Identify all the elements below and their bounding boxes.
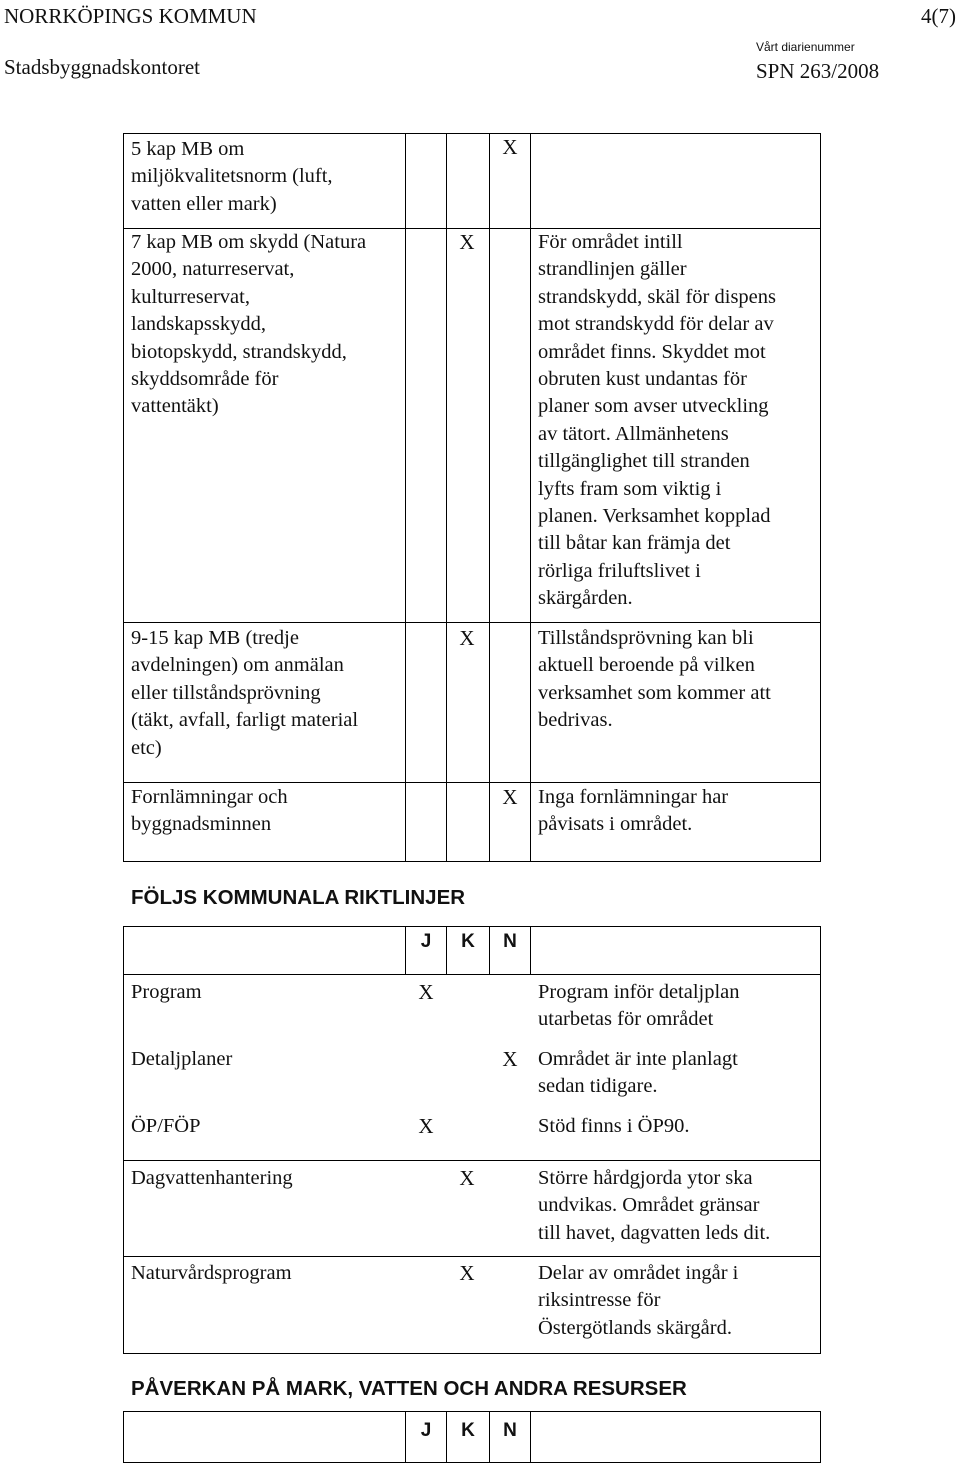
table-row-label: Program: [131, 981, 202, 1003]
table-divider: [446, 1411, 447, 1463]
table-divider: [123, 974, 821, 975]
table-row-comment: Området är inte planlagt sedan tidigare.: [538, 1048, 738, 1098]
checkbox-mark: X: [502, 135, 518, 159]
checkbox-mark: X: [502, 785, 518, 809]
table-divider: [530, 926, 531, 974]
checkbox-mark: X: [418, 1114, 434, 1138]
table-row-comment: För området intill strandlinjen gäller strandskydd, skäl för dispens mot strandskydd för delar av området finns. Skyddet mot obruten kust undantas för planer som avser utveckling av tätort. Allmänhetens tillgänglighet till stranden lyfts fram som viktig i planen. Verksamhet kopplad till båtar kan främja det rörliga friluftslivet i skärgården.: [538, 231, 777, 610]
table-divider: [489, 133, 490, 862]
table-row-label: ÖP/FÖP: [131, 1115, 201, 1137]
column-header-k: K: [461, 1420, 475, 1441]
table-row-label: 9-15 kap MB (tredje avdelningen) om anmälan eller tillståndsprövning (täkt, avfall, farligt material etc): [131, 627, 359, 759]
checkbox-mark: X: [502, 1047, 518, 1071]
section-heading: FÖLJS KOMMUNALA RIKTLINJER: [131, 886, 466, 909]
reference-number: SPN 263/2008: [756, 59, 880, 83]
table-divider: [446, 926, 447, 974]
column-header-n: N: [503, 1420, 517, 1441]
table-row-label: 7 kap MB om skydd (Natura 2000, naturreservat, kulturreservat, landskapsskydd, biotopskydd, strandskydd, skyddsområde för vattentäkt): [131, 231, 367, 418]
checkbox-mark: X: [459, 1166, 475, 1190]
checkbox-mark: X: [459, 230, 475, 254]
table-divider: [123, 782, 821, 783]
table-row-comment: Stöd finns i ÖP90.: [538, 1115, 690, 1137]
table-divider: [123, 622, 821, 623]
office-name: Stadsbyggnadskontoret: [4, 55, 200, 79]
column-header-n: N: [503, 931, 517, 952]
table-divider: [530, 133, 531, 862]
page-number: 4(7): [921, 4, 956, 28]
table-row-comment: Tillståndsprövning kan bli aktuell beroende på vilken verksamhet som kommer att bedrivas.: [538, 627, 771, 732]
column-header-j: J: [420, 1420, 432, 1441]
table-row-label: Naturvårdsprogram: [131, 1262, 292, 1284]
checkbox-mark: X: [459, 626, 475, 650]
column-header-k: K: [461, 931, 475, 952]
table-row-label: Fornlämningar och byggnadsminnen: [131, 786, 288, 836]
table-divider: [530, 1411, 531, 1463]
section-heading: PÅVERKAN PÅ MARK, VATTEN OCH ANDRA RESURSER: [131, 1377, 687, 1400]
table-divider: [123, 1256, 821, 1257]
municipality-name: NORRKÖPINGS KOMMUN: [4, 4, 257, 28]
table-divider: [123, 1160, 821, 1161]
checkbox-mark: X: [418, 980, 434, 1004]
checkbox-mark: X: [459, 1261, 475, 1285]
table-row-comment: Större hårdgjorda ytor ska undvikas. Området gränsar till havet, dagvatten leds dit.: [538, 1167, 771, 1244]
reference-label: Vårt diarienummer: [756, 40, 855, 54]
table-row-label: 5 kap MB om miljökvalitetsnorm (luft, vatten eller mark): [131, 138, 333, 215]
table-row-comment: Program inför detaljplan utarbetas för området: [538, 981, 740, 1031]
column-header-j: J: [420, 931, 432, 952]
table-row-comment: Inga fornlämningar har påvisats i området.: [538, 786, 729, 836]
table-row-label: Detaljplaner: [131, 1048, 233, 1070]
table-divider: [405, 133, 406, 862]
table-row-comment: Delar av området ingår i riksintresse för Östergötlands skärgård.: [538, 1262, 739, 1339]
table-row-label: Dagvattenhantering: [131, 1167, 293, 1189]
